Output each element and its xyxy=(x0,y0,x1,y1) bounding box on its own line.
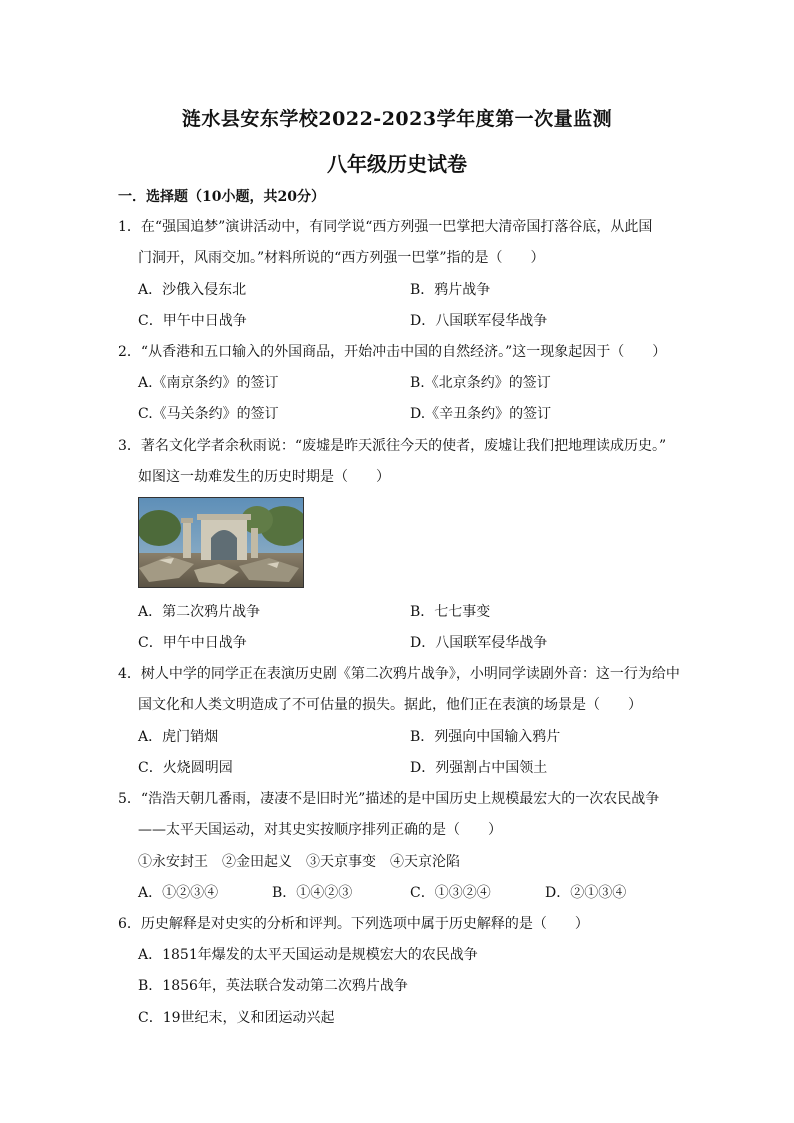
q1-option-d: D．八国联军侵华战争 xyxy=(410,313,548,329)
ruins-image xyxy=(139,498,303,587)
question-5-line-2: ——太平天国运动，对其史实按顺序排列正确的是（ ） xyxy=(138,822,502,838)
ruins-photo xyxy=(138,497,304,588)
q2-option-c: C.《马关条约》的签订 xyxy=(138,406,279,422)
page-subtitle: 八年级历史试卷 xyxy=(327,152,467,176)
q3-option-a: A．第二次鸦片战争 xyxy=(138,604,261,620)
q4-option-c: C．火烧圆明园 xyxy=(138,760,233,776)
q6-option-c: C．19世纪末，义和团运动兴起 xyxy=(138,1010,335,1026)
q5-option-a: A．①②③④ xyxy=(138,885,219,901)
question-5-items: ①永安封王 ②金田起义 ③天京事变 ④天京沦陷 xyxy=(138,854,460,870)
q1-option-b: B．鸦片战争 xyxy=(410,282,491,298)
q1-option-a: A．沙俄入侵东北 xyxy=(138,282,247,298)
q3-option-b: B．七七事变 xyxy=(410,604,491,620)
q3-option-c: C．甲午中日战争 xyxy=(138,635,247,651)
q6-option-b: B．1856年，英法联合发动第二次鸦片战争 xyxy=(138,978,408,994)
q2-option-b: B.《北京条约》的签订 xyxy=(410,375,551,391)
question-6-line-1: 6．历史解释是对史实的分析和评判。下列选项中属于历史解释的是（ ） xyxy=(118,916,589,932)
q2-option-d: D.《辛丑条约》的签订 xyxy=(410,406,552,422)
section-heading: 一．选择题（10小题，共20分） xyxy=(118,189,325,205)
question-5-line-1: 5．“浩浩天朝几番雨，凄凄不是旧时光”描述的是中国历史上规模最宏大的一次农民战争 xyxy=(118,791,660,807)
q5-option-d: D．②①③④ xyxy=(545,885,627,901)
q4-option-d: D．列强割占中国领土 xyxy=(410,760,548,776)
q3-option-d: D．八国联军侵华战争 xyxy=(410,635,548,651)
page-title: 涟水县安东学校2022-2023学年度第一次量监测 xyxy=(181,108,613,130)
q2-option-a: A.《南京条约》的签订 xyxy=(138,375,279,391)
question-1-line-1: 1．在“强国追梦”演讲活动中，有同学说“西方列强一巴掌把大清帝国打落谷底，从此国 xyxy=(118,219,653,235)
question-4-line-1: 4．树人中学的同学正在表演历史剧《第二次鸦片战争》，小明同学读剧外音：这一行为给中 xyxy=(118,666,680,682)
question-3-line-1: 3．著名文化学者余秋雨说：“废墟是昨天派往今天的使者，废墟让我们把地理读成历史。” xyxy=(118,438,667,454)
q1-option-c: C．甲午中日战争 xyxy=(138,313,247,329)
q6-option-a: A．1851年爆发的太平天国运动是规模宏大的农民战争 xyxy=(138,947,478,963)
q4-option-a: A．虎门销烟 xyxy=(138,729,219,745)
q5-option-c: C．①③②④ xyxy=(410,885,491,901)
question-3-line-2: 如图这一劫难发生的历史时期是（ ） xyxy=(138,469,390,485)
q5-option-b: B．①④②③ xyxy=(272,885,353,901)
question-1-line-2: 门洞开，风雨交加。”材料所说的“西方列强一巴掌”指的是（ ） xyxy=(138,250,545,266)
q4-option-b: B．列强向中国输入鸦片 xyxy=(410,729,561,745)
question-4-line-2: 国文化和人类文明造成了不可估量的损失。据此，他们正在表演的场景是（ ） xyxy=(138,697,642,713)
question-2-line-1: 2．“从香港和五口输入的外国商品，开始冲击中国的自然经济。”这一现象起因于（ ） xyxy=(118,344,667,360)
